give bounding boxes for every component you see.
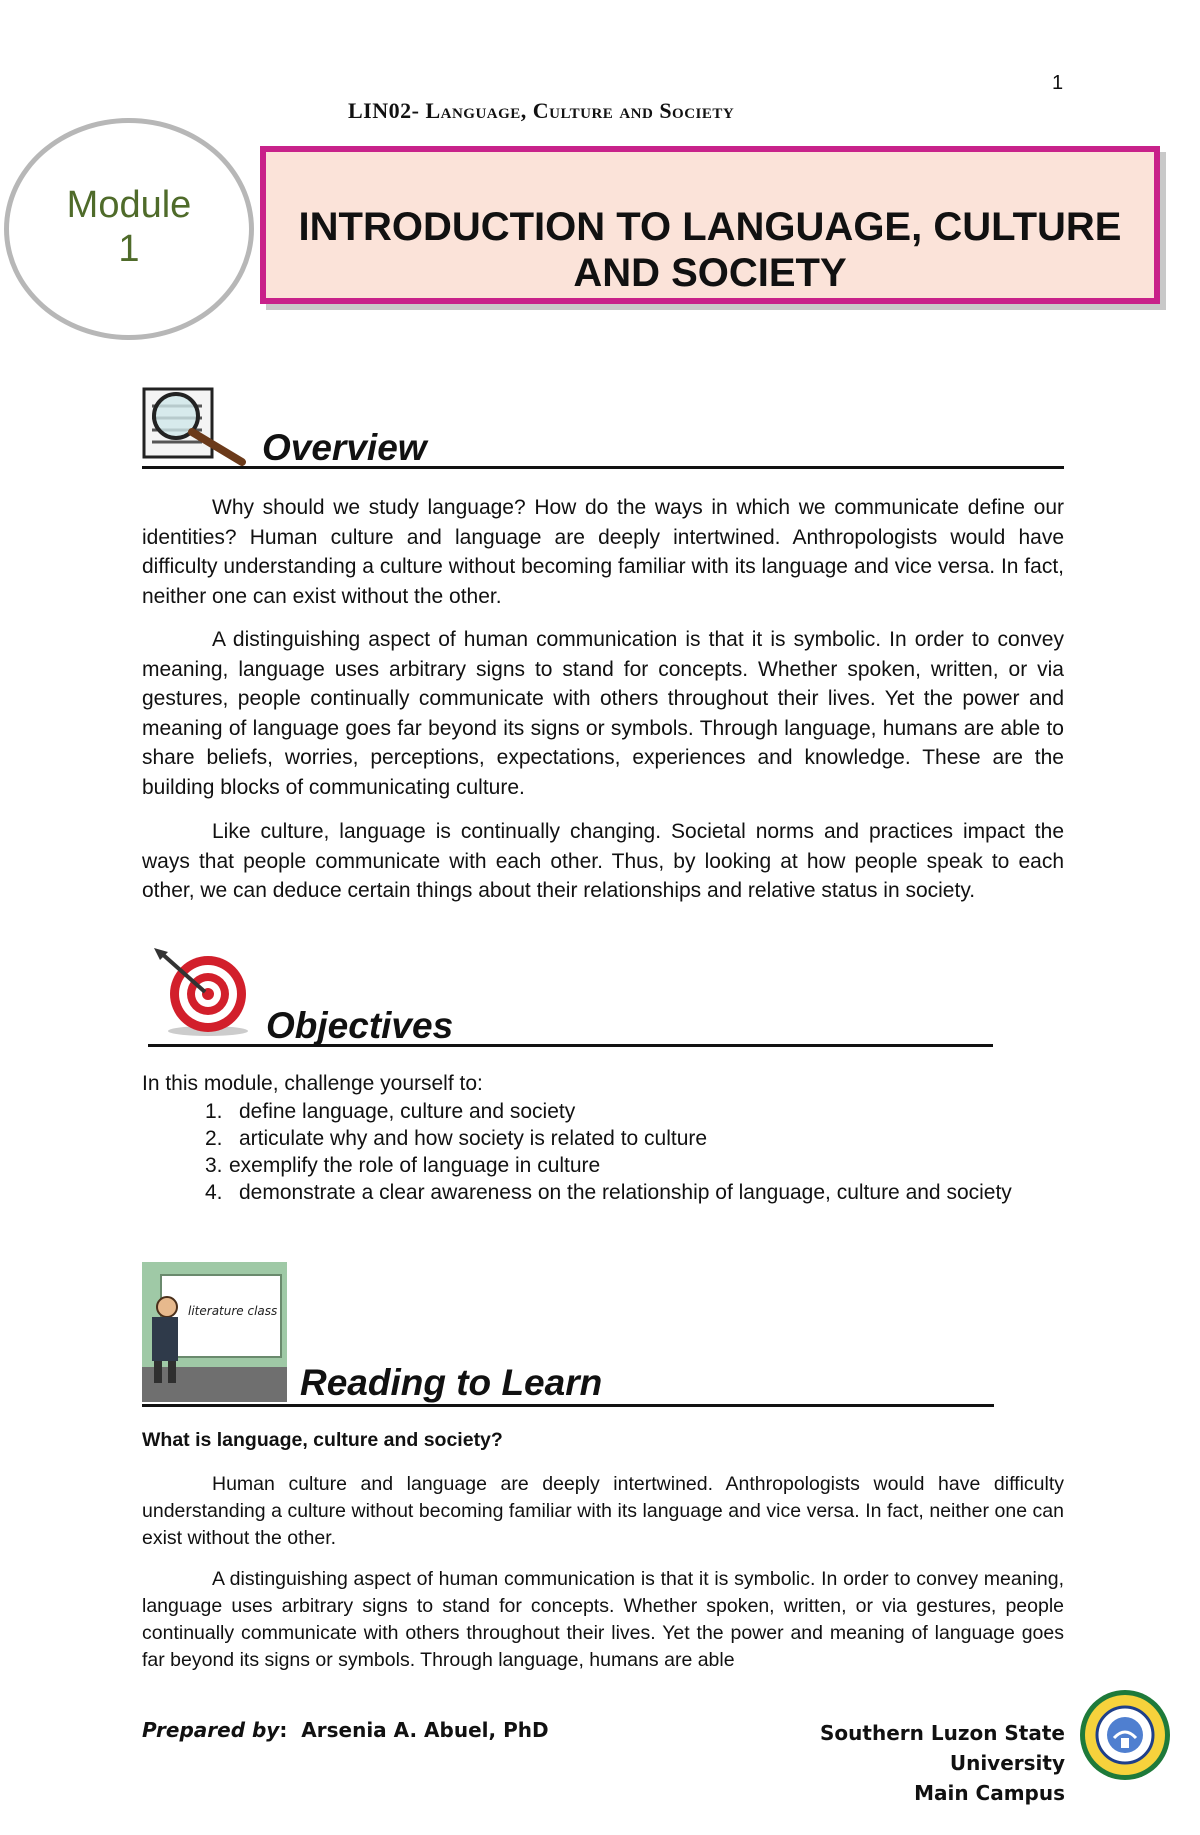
module-word: Module <box>66 184 192 226</box>
list-item-text: articulate why and how society is related to culture <box>239 1127 708 1150</box>
author-name: Arsenia A. Abuel, PhD <box>301 1718 549 1742</box>
objectives-intro: In this module, challenge yourself to: <box>142 1072 483 1095</box>
list-item <box>205 1098 1045 1125</box>
overview-paragraph-2: A distinguishing aspect of human communication is that it is symbolic. In order to convey meaning, language uses arbitrary signs to stand for concepts. Whether spoken, written, or via gestures, people continually communicate with others throughout their lives. Yet the power and meaning of language goes far beyond its signs or symbols. Through language, humans are able to share beliefs, worries, perceptions, expectations, experiences and knowledge. These are the building blocks of communicating culture. <box>142 628 1064 799</box>
overview-rule <box>142 466 1064 469</box>
course-header: LIN02- Language, Culture and Society <box>348 98 735 123</box>
overview-paragraph-3: Like culture, language is continually changing. Societal norms and practices impact the ways that people communicate with each other. Thus, by looking at how people speak to each other, we can deduce certain things about their relationships and relative status in society. <box>142 820 1064 902</box>
magnifier-document-icon <box>142 386 262 466</box>
page-number: 1 <box>1052 72 1064 94</box>
title-box <box>260 146 1160 304</box>
list-item <box>205 1125 1045 1152</box>
title-line-2: AND SOCIETY <box>573 251 847 295</box>
list-item <box>205 1152 1045 1179</box>
prepared-by-label: Prepared by <box>142 1718 280 1742</box>
overview-heading: Overview <box>262 427 427 468</box>
university-name: Southern Luzon State University <box>820 1721 1065 1775</box>
literature-class-image <box>142 1262 287 1402</box>
reading-paragraph-1: Human culture and language are deeply intertwined. Anthropologists would have difficulty understanding a culture without becoming familiar with its language and vice versa. In fact, neither one can exist without the other. <box>142 1473 1064 1549</box>
objectives-rule <box>148 1044 993 1047</box>
title-line-1: INTRODUCTION TO LANGUAGE, CULTURE <box>298 205 1122 249</box>
module-number: 1 <box>118 228 140 270</box>
reading-question: What is language, culture and society? <box>142 1429 503 1451</box>
module-label <box>4 183 254 271</box>
campus-name: Main Campus <box>914 1781 1065 1805</box>
college-seal-logo <box>1078 1688 1172 1782</box>
list-item-number: 3. <box>205 1154 223 1177</box>
objectives-list <box>205 1098 1045 1206</box>
reading-rule <box>142 1404 994 1407</box>
overview-paragraph-1: Why should we study language? How do the ways in which we communicate define our identities? Human culture and language are deeply intertwined. Anthropologists would have difficulty understanding a culture without becoming familiar with its language and vice versa. In fact, neither one can exist without the other. <box>142 496 1064 608</box>
list-item <box>205 1179 1045 1206</box>
image-caption: literature class <box>188 1304 278 1318</box>
reading-paragraph-2: A distinguishing aspect of human communication is that it is symbolic. In order to convey meaning, language uses arbitrary signs to stand for concepts. Whether spoken, written, or via gestures, people continually communicate with others throughout their lives. Yet the power and meaning of language goes far beyond its signs or symbols. Through language, humans are able <box>142 1568 1064 1671</box>
list-item-text: demonstrate a clear awareness on the relationship of language, culture and society <box>239 1181 1012 1204</box>
page-title <box>266 152 1154 296</box>
list-item-number: 4. <box>205 1181 223 1204</box>
list-item-text: exemplify the role of language in culture <box>229 1154 601 1177</box>
reading-heading: Reading to Learn <box>300 1362 603 1403</box>
institution <box>700 1718 1065 1808</box>
prepared-by: Prepared by: Arsenia A. Abuel, PhD <box>142 1718 549 1742</box>
list-item-number: 2. <box>205 1127 223 1150</box>
objectives-heading: Objectives <box>266 1005 454 1046</box>
target-dart-icon <box>150 948 255 1036</box>
list-item-number: 1. <box>205 1100 223 1123</box>
list-item-text: define language, culture and society <box>239 1100 576 1123</box>
